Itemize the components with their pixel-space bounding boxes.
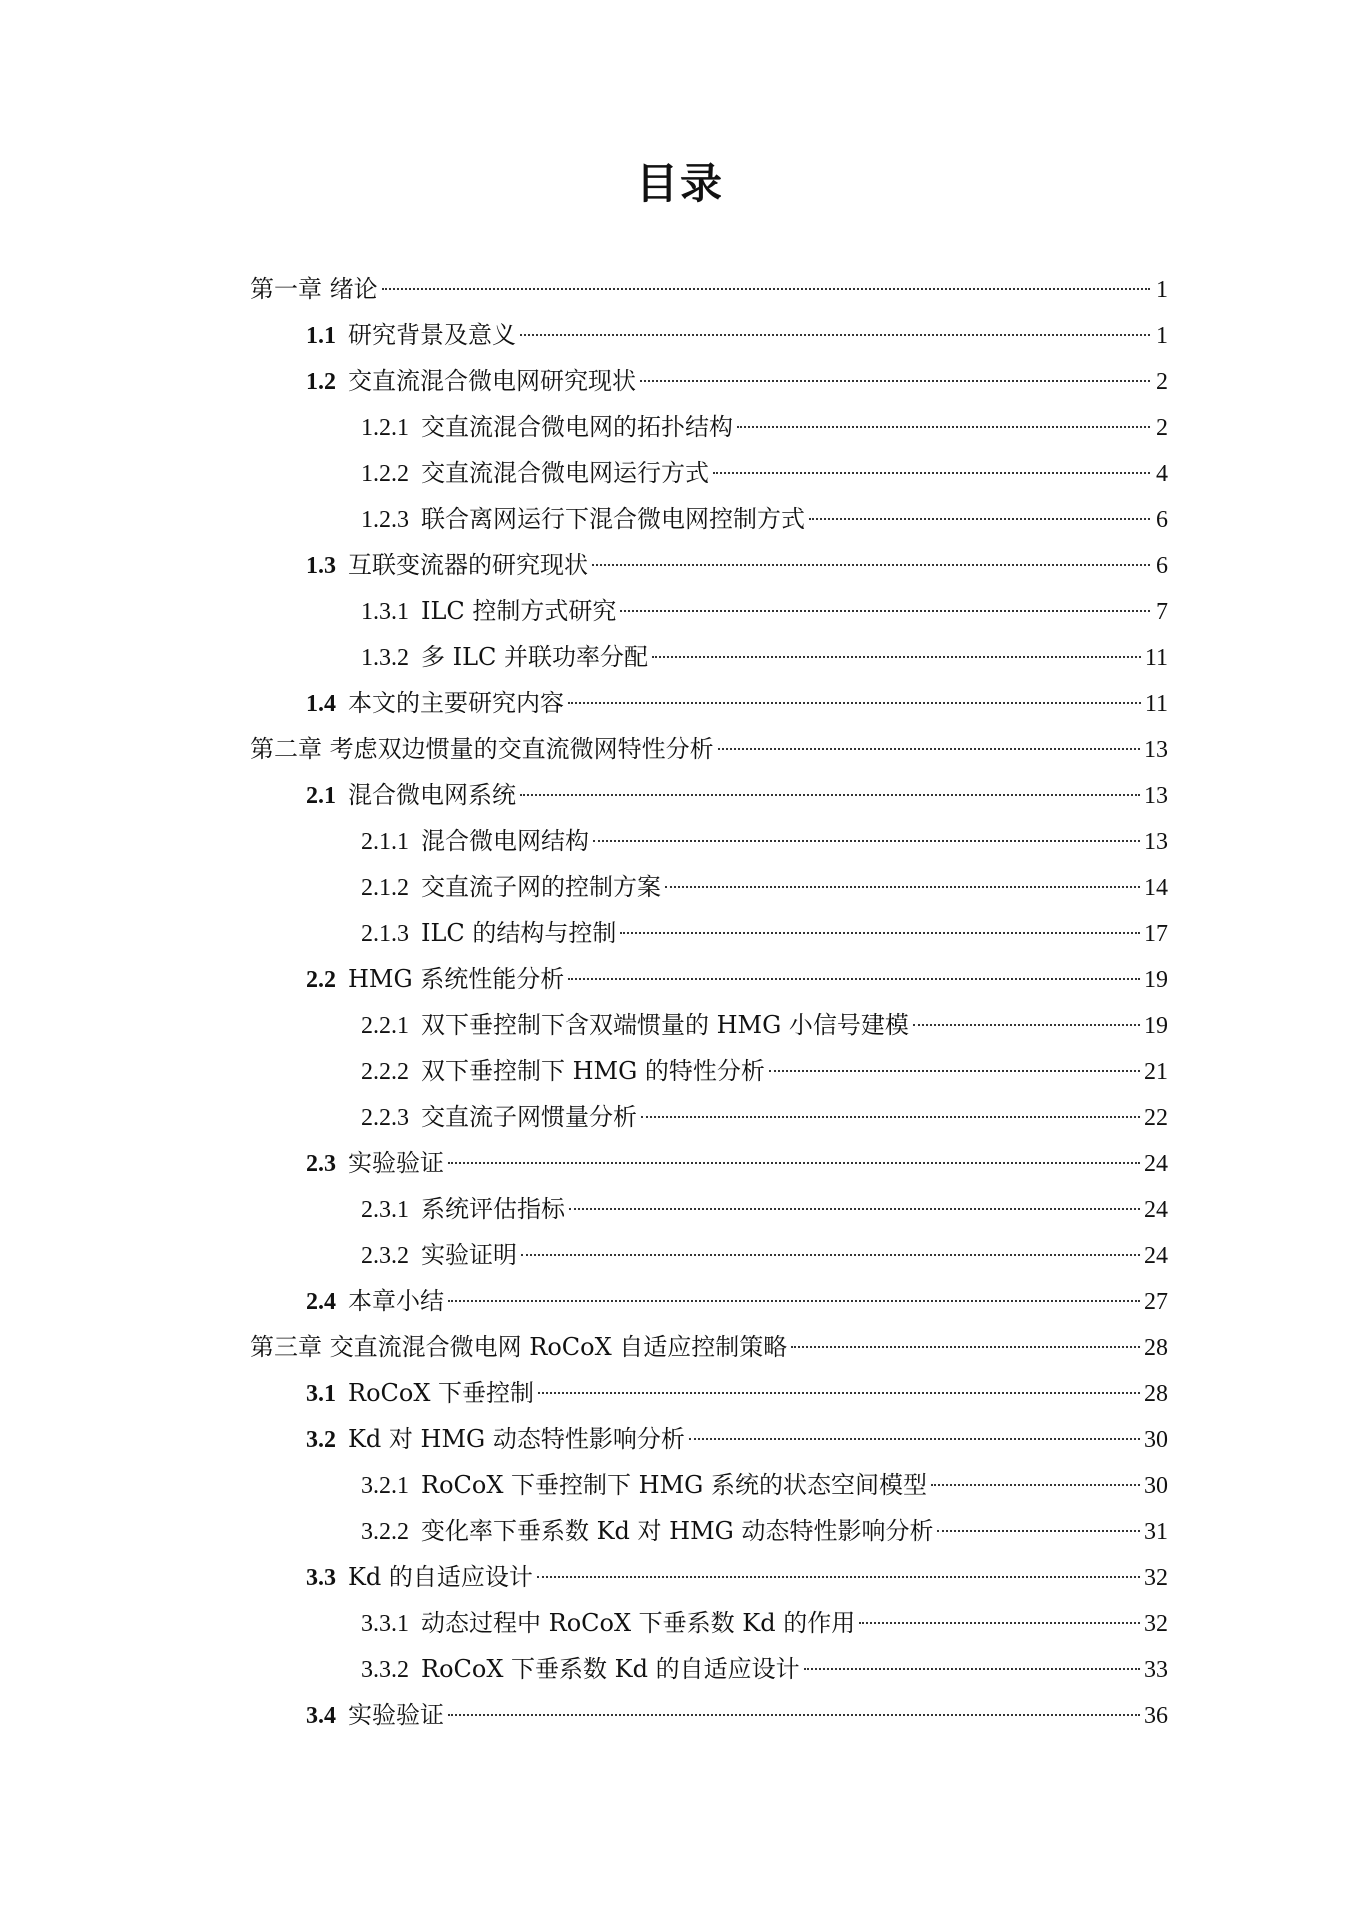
toc-entry-title: HMG 系统性能分析 [348, 965, 565, 993]
toc-entry-number: 2.3.2 [361, 1243, 409, 1269]
toc-entry-title: 实验证明 [421, 1241, 517, 1269]
toc-entry-label [306, 772, 516, 819]
toc-page-number: 24 [1144, 1243, 1168, 1269]
toc-entry-label [361, 1094, 637, 1141]
toc-page-number: 28 [1144, 1381, 1168, 1407]
toc-entry-title: 动态过程中 RoCoX 下垂系数 Kd 的作用 [421, 1609, 856, 1637]
toc-entry-number: 2.2.1 [361, 1013, 409, 1039]
toc-page-number: 30 [1144, 1473, 1168, 1499]
toc-entry-label [361, 1186, 565, 1233]
toc-entry-title: 第三章 交直流混合微电网 RoCoX 自适应控制策略 [250, 1333, 788, 1361]
toc-entry-title: 交直流混合微电网的拓扑结构 [421, 413, 733, 441]
toc-page-number: 6 [1156, 507, 1168, 533]
toc-entry-number: 1.2.2 [361, 461, 409, 487]
toc-page-number: 24 [1144, 1151, 1168, 1177]
dot-leader [620, 610, 1150, 612]
toc-entry-label [306, 1416, 685, 1463]
toc-entry-label [250, 266, 378, 312]
toc-subsection-entry[interactable] [250, 588, 1168, 634]
toc-subsection-entry[interactable] [250, 1186, 1168, 1232]
toc-entry-number: 3.1 [306, 1381, 336, 1407]
toc-entry-title: 交直流子网惯量分析 [421, 1103, 637, 1131]
toc-entry-label [361, 588, 616, 635]
toc-entry-label [306, 1554, 533, 1601]
toc-entry-title: 第二章 考虑双边惯量的交直流微网特性分析 [250, 735, 714, 763]
toc-page-number: 1 [1156, 277, 1168, 303]
toc-entry-label [306, 312, 516, 359]
toc-page-number: 36 [1144, 1703, 1168, 1729]
toc-entry-title: Kd 的自适应设计 [348, 1563, 533, 1591]
dot-leader [859, 1622, 1140, 1624]
toc-entry-title: 系统评估指标 [421, 1195, 565, 1223]
toc-page-number: 7 [1156, 599, 1168, 625]
toc-subsection-entry[interactable] [250, 450, 1168, 496]
toc-page-number: 2 [1156, 369, 1168, 395]
toc-entry-number: 1.3.1 [361, 599, 409, 625]
toc-entry-number: 2.3 [306, 1151, 336, 1177]
toc-entry-number: 3.3 [306, 1565, 336, 1591]
toc-entry-label [306, 680, 564, 727]
dot-leader [713, 472, 1150, 474]
dot-leader [689, 1438, 1140, 1440]
toc-entry-label [361, 634, 648, 681]
dot-leader [520, 794, 1140, 796]
toc-page-number: 1 [1156, 323, 1168, 349]
dot-leader [538, 1392, 1140, 1394]
toc-page-number: 31 [1144, 1519, 1168, 1545]
toc-page-number: 6 [1156, 553, 1168, 579]
dot-leader [569, 1208, 1140, 1210]
toc-page-number: 17 [1144, 921, 1168, 947]
toc-entry-number: 2.1.2 [361, 875, 409, 901]
page-title: 目录 [635, 159, 724, 208]
toc-subsection-entry[interactable] [250, 864, 1168, 910]
dot-leader [913, 1024, 1140, 1026]
table-of-contents [250, 266, 1168, 1738]
toc-page-number: 19 [1144, 1013, 1168, 1039]
toc-entry-title: 实验验证 [348, 1149, 444, 1177]
toc-entry-number: 3.2.1 [361, 1473, 409, 1499]
dot-leader [593, 840, 1140, 842]
toc-entry-label [361, 1048, 765, 1095]
toc-entry-number: 2.4 [306, 1289, 336, 1315]
toc-entry-number: 2.2.2 [361, 1059, 409, 1085]
dot-leader [737, 426, 1150, 428]
toc-entry-number: 1.3 [306, 553, 336, 579]
toc-page-number: 32 [1144, 1565, 1168, 1591]
toc-page-number: 28 [1144, 1335, 1168, 1361]
dot-leader [769, 1070, 1140, 1072]
toc-entry-number: 1.2.3 [361, 507, 409, 533]
toc-entry-label [306, 1140, 444, 1187]
toc-entry-number: 1.2.1 [361, 415, 409, 441]
toc-entry-title: 联合离网运行下混合微电网控制方式 [421, 505, 805, 533]
toc-entry-number: 3.2.2 [361, 1519, 409, 1545]
toc-subsection-entry[interactable] [250, 1600, 1168, 1646]
toc-section-entry[interactable] [250, 772, 1168, 818]
toc-page-number: 13 [1144, 829, 1168, 855]
toc-entry-label [306, 1370, 534, 1417]
toc-entry-title: 交直流混合微电网研究现状 [348, 367, 636, 395]
toc-entry-title: 双下垂控制下含双端惯量的 HMG 小信号建模 [421, 1011, 909, 1039]
toc-entry-label [361, 1646, 800, 1693]
dot-leader [448, 1162, 1140, 1164]
toc-subsection-entry[interactable] [250, 1646, 1168, 1692]
toc-entry-number: 1.4 [306, 691, 336, 717]
toc-subsection-entry[interactable] [250, 1462, 1168, 1508]
toc-entry-title: RoCoX 下垂控制下 HMG 系统的状态空间模型 [421, 1471, 927, 1499]
dot-leader [665, 886, 1140, 888]
toc-entry-title: 互联变流器的研究现状 [348, 551, 588, 579]
toc-entry-label [361, 404, 733, 451]
toc-entry-label [361, 1232, 517, 1279]
toc-entry-title: ILC 控制方式研究 [421, 597, 617, 625]
toc-section-entry[interactable] [250, 1554, 1168, 1600]
toc-entry-number: 3.2 [306, 1427, 336, 1453]
dot-leader [382, 288, 1150, 290]
toc-subsection-entry[interactable] [250, 496, 1168, 542]
toc-page-number: 14 [1144, 875, 1168, 901]
toc-subsection-entry[interactable] [250, 1232, 1168, 1278]
dot-leader [809, 518, 1150, 520]
toc-entry-number: 2.1.1 [361, 829, 409, 855]
toc-page-number: 21 [1144, 1059, 1168, 1085]
toc-subsection-entry[interactable] [250, 1094, 1168, 1140]
toc-entry-number: 2.2.3 [361, 1105, 409, 1131]
toc-subsection-entry[interactable] [250, 1508, 1168, 1554]
dot-leader [448, 1300, 1140, 1302]
dot-leader [568, 702, 1141, 704]
toc-entry-number: 2.2 [306, 967, 336, 993]
toc-page-number: 4 [1156, 461, 1168, 487]
toc-page-number: 11 [1144, 691, 1168, 717]
toc-section-entry[interactable] [250, 358, 1168, 404]
toc-entry-title: 混合微电网系统 [348, 781, 516, 809]
toc-entry-label [306, 542, 588, 589]
toc-entry-label [361, 1002, 909, 1049]
toc-section-entry[interactable] [250, 680, 1168, 726]
toc-chapter-entry[interactable] [250, 726, 1168, 772]
toc-section-entry[interactable] [250, 1370, 1168, 1416]
toc-entry-title: RoCoX 下垂控制 [348, 1379, 535, 1407]
dot-leader [652, 656, 1141, 658]
toc-entry-number: 3.3.1 [361, 1611, 409, 1637]
toc-entry-title: 交直流子网的控制方案 [421, 873, 661, 901]
toc-page-number: 27 [1144, 1289, 1168, 1315]
toc-entry-label [250, 726, 714, 772]
dot-leader [620, 932, 1140, 934]
toc-entry-label [306, 1278, 444, 1325]
dot-leader [791, 1346, 1140, 1348]
dot-leader [537, 1576, 1140, 1578]
toc-entry-title: 本章小结 [348, 1287, 444, 1315]
toc-entry-title: ILC 的结构与控制 [421, 919, 617, 947]
toc-page-number: 13 [1144, 783, 1168, 809]
toc-subsection-entry[interactable] [250, 1048, 1168, 1094]
toc-entry-title: 混合微电网结构 [421, 827, 589, 855]
toc-page-number: 33 [1144, 1657, 1168, 1683]
dot-leader [448, 1714, 1140, 1716]
dot-leader [640, 380, 1150, 382]
dot-leader [937, 1530, 1140, 1532]
toc-page-number: 13 [1144, 737, 1168, 763]
toc-entry-label [361, 450, 709, 497]
toc-section-entry[interactable] [250, 956, 1168, 1002]
toc-entry-label [361, 910, 616, 957]
toc-entry-title: RoCoX 下垂系数 Kd 的自适应设计 [421, 1655, 800, 1683]
toc-page-number: 19 [1144, 967, 1168, 993]
toc-entry-number: 1.2 [306, 369, 336, 395]
toc-section-entry[interactable] [250, 1416, 1168, 1462]
toc-page-number: 24 [1144, 1197, 1168, 1223]
toc-subsection-entry[interactable] [250, 1002, 1168, 1048]
toc-entry-title: 交直流混合微电网运行方式 [421, 459, 709, 487]
dot-leader [931, 1484, 1140, 1486]
toc-page-number: 11 [1144, 645, 1168, 671]
dot-leader [521, 1254, 1140, 1256]
dot-leader [520, 334, 1150, 336]
toc-subsection-entry[interactable] [250, 818, 1168, 864]
toc-subsection-entry[interactable] [250, 910, 1168, 956]
toc-entry-number: 1.1 [306, 323, 336, 349]
toc-entry-title: 变化率下垂系数 Kd 对 HMG 动态特性影响分析 [421, 1517, 934, 1545]
toc-section-entry[interactable] [250, 1278, 1168, 1324]
toc-entry-number: 2.1.3 [361, 921, 409, 947]
toc-entry-label [361, 864, 661, 911]
toc-chapter-entry[interactable] [250, 266, 1168, 312]
toc-section-entry[interactable] [250, 1140, 1168, 1186]
toc-entry-label [361, 1508, 933, 1555]
toc-entry-title: 本文的主要研究内容 [348, 689, 564, 717]
dot-leader [641, 1116, 1140, 1118]
toc-entry-number: 2.3.1 [361, 1197, 409, 1223]
toc-subsection-entry[interactable] [250, 404, 1168, 450]
dot-leader [804, 1668, 1140, 1670]
toc-page-number: 30 [1144, 1427, 1168, 1453]
toc-entry-label [306, 358, 636, 405]
toc-entry-title: 实验验证 [348, 1701, 444, 1729]
toc-entry-label [361, 1600, 855, 1647]
toc-entry-label [306, 956, 564, 1003]
toc-entry-number: 3.3.2 [361, 1657, 409, 1683]
toc-entry-number: 3.4 [306, 1703, 336, 1729]
toc-entry-number: 2.1 [306, 783, 336, 809]
toc-entry-number: 1.3.2 [361, 645, 409, 671]
toc-entry-title: Kd 对 HMG 动态特性影响分析 [348, 1425, 685, 1453]
toc-section-entry[interactable] [250, 1692, 1168, 1738]
toc-entry-label [250, 1324, 787, 1370]
toc-chapter-entry[interactable] [250, 1324, 1168, 1370]
toc-section-entry[interactable] [250, 542, 1168, 588]
toc-entry-title: 第一章 绪论 [250, 275, 378, 303]
toc-page-number: 22 [1144, 1105, 1168, 1131]
toc-entry-title: 研究背景及意义 [348, 321, 516, 349]
dot-leader [592, 564, 1150, 566]
toc-entry-title: 多 ILC 并联功率分配 [421, 643, 649, 671]
toc-entry-label [361, 1462, 927, 1509]
toc-entry-label [361, 496, 805, 543]
toc-entry-title: 双下垂控制下 HMG 的特性分析 [421, 1057, 765, 1085]
toc-subsection-entry[interactable] [250, 634, 1168, 680]
toc-entry-label [306, 1692, 444, 1739]
toc-page-number: 32 [1144, 1611, 1168, 1637]
dot-leader [568, 978, 1140, 980]
toc-entry-label [361, 818, 589, 865]
toc-section-entry[interactable] [250, 312, 1168, 358]
dot-leader [718, 748, 1140, 750]
toc-page-number: 2 [1156, 415, 1168, 441]
